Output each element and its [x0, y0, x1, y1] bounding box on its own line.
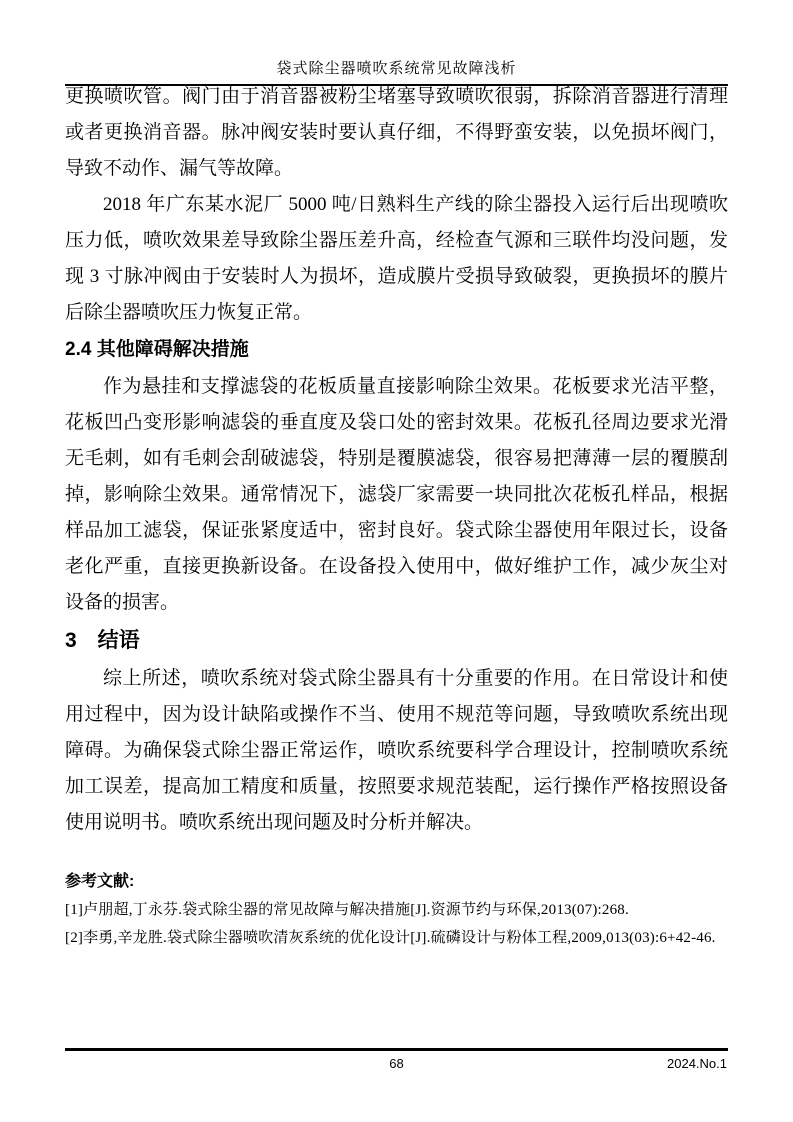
reference-item-1: [1]卢朋超,丁永芬.袋式除尘器的常见故障与解决措施[J].资源节约与环保,2013(07):268. [65, 902, 629, 918]
page-number: 68 [389, 1056, 404, 1071]
issue-number: 2024.No.1 [667, 1056, 727, 1071]
references-section [65, 868, 728, 952]
footer-rule [65, 1048, 728, 1051]
section-heading-3: 3 结语 [65, 629, 140, 652]
article-body [65, 79, 728, 841]
section-heading-2-4: 2.4 其他障碍解决措施 [65, 339, 249, 360]
paragraph-section-3: 综上所述，喷吹系统对袋式除尘器具有十分重要的作用。在日常设计和使用过程中，因为设计缺陷或操作不当、使用不规范等问题，导致喷吹系统出现障碍。为确保袋式除尘器正常运作，喷吹系统要科学合理设计，控制喷吹系统加工误差，提高加工精度和质量，按照要求规范装配，运行操作严格按照设备使用说明书。喷吹系统出现问题及时分析并解决。 [65, 668, 728, 833]
paragraph-section-2-4: 作为悬挂和支撑滤袋的花板质量直接影响除尘效果。花板要求光洁平整，花板凹凸变形影响滤袋的垂直度及袋口处的密封效果。花板孔径周边要求光滑无毛刺，如有毛刺会刮破滤袋，特别是覆膜滤袋，很容易把薄薄一层的覆膜刮掉，影响除尘效果。通常情况下，滤袋厂家需要一块同批次花板孔样品，根据样品加工滤袋，保证张紧度适中，密封良好。袋式除尘器使用年限过长，设备老化严重，直接更换新设备。在设备投入使用中，做好维护工作，减少灰尘对设备的损害。 [65, 376, 728, 613]
reference-item-2: [2]李勇,辛龙胜.袋式除尘器喷吹清灰系统的优化设计[J].硫磷设计与粉体工程,2009,013(03):6+42-46. [65, 930, 716, 946]
references-title: 参考文献: [65, 873, 135, 890]
paragraph-continuation: 更换喷吹管。阀门由于消音器被粉尘堵塞导致喷吹很弱，拆除消音器进行清理或者更换消音器。脉冲阀安装时要认真仔细，不得野蛮安装，以免损坏阀门，导致不动作、漏气等故障。 [65, 86, 728, 179]
running-title: 袋式除尘器喷吹系统常见故障浅析 [276, 61, 517, 77]
paragraph-case-2018: 2018 年广东某水泥厂 5000 吨/日熟料生产线的除尘器投入运行后出现喷吹压力低，喷吹效果差导致除尘器压差升高，经检查气源和三联件均没问题，发现 3 寸脉冲阀由于安装时人为损坏，造成膜片受损导致破裂，更换损坏的膜片后除尘器喷吹压力恢复正常。 [65, 194, 728, 323]
